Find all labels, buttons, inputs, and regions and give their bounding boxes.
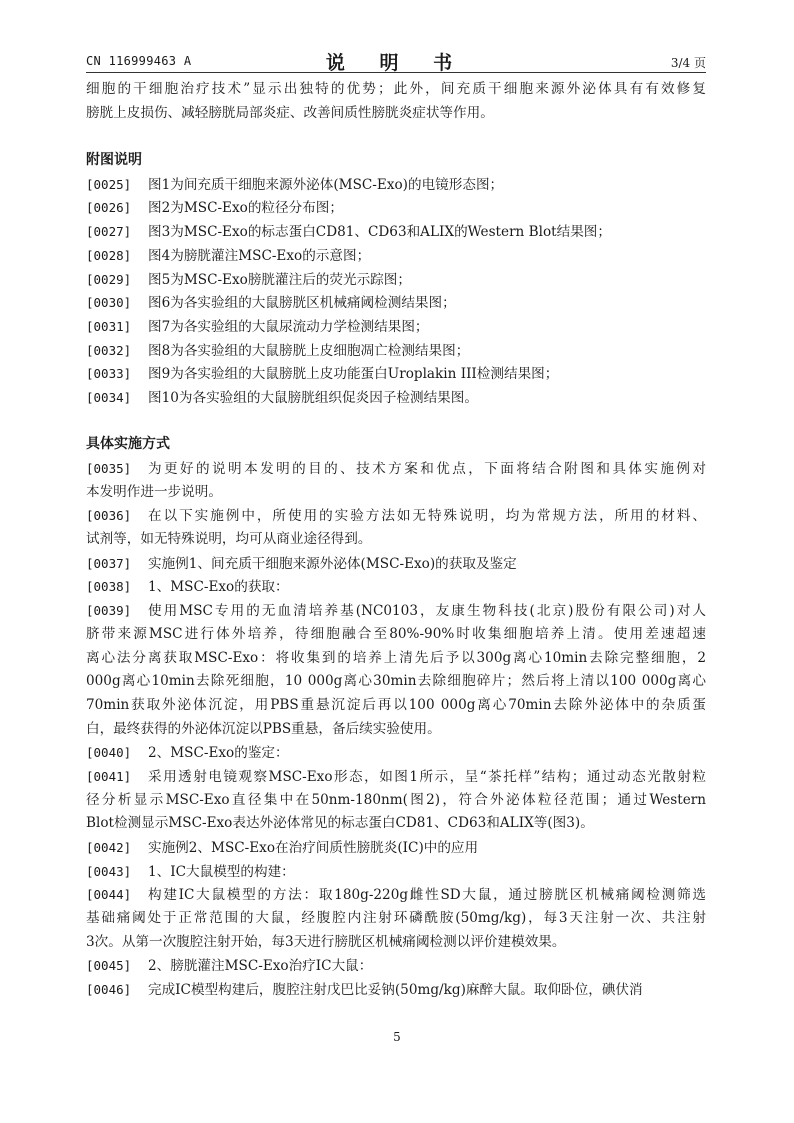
- paragraph-line: [86, 599, 706, 623]
- paragraph-number: [0039]: [86, 603, 132, 619]
- paragraph-line: [86, 836, 706, 860]
- paragraph: [86, 883, 706, 954]
- paragraph: [86, 860, 706, 884]
- paragraph-line: [86, 860, 706, 884]
- paragraph-text: 实施例2、MSC-Exo在治疗间质性膀胱炎(IC)中的应用: [148, 840, 479, 856]
- paragraph-line: 000g离心10min去除死细胞，10 000g离心30min去除细胞碎片；然后将上清以100 000g离心: [86, 673, 706, 690]
- paragraph: [86, 765, 706, 836]
- paragraph-text: 图4为膀胱灌注MSC-Exo的示意图；: [148, 247, 371, 264]
- paragraph-number: [0046]: [86, 982, 132, 998]
- paragraph-line: Blot检测显示MSC-Exo表达外泌体常见的标志蛋白CD81、CD63和ALIX等(图3)。: [86, 815, 594, 832]
- paragraph-line: 脐带来源MSC进行体外培养，待细胞融合至80%-90%时收集细胞培养上清。使用差速超速: [86, 625, 706, 642]
- document-title: 说 明 书: [325, 52, 467, 74]
- document-body: [86, 78, 706, 1002]
- paragraph-text: 2、MSC-Exo的鉴定：: [148, 745, 289, 762]
- paragraph-number: [0036]: [86, 508, 132, 524]
- section-heading-embodiments: 具体实施方式: [86, 436, 170, 453]
- paragraph-text: 实施例1、间充质干细胞来源外泌体(MSC-Exo)的获取及鉴定: [148, 555, 517, 572]
- paragraph-number: [0041]: [86, 768, 132, 784]
- paragraph-text: 使用MSC专用的无血清培养基(NC0103，友康生物科技(北京)股份有限公司)对人: [148, 603, 706, 620]
- paragraph-text: 2、膀胱灌注MSC-Exo治疗IC大鼠：: [148, 958, 373, 975]
- paragraph-number: [0027]: [86, 224, 132, 240]
- paragraph-number: [0045]: [86, 958, 132, 974]
- paragraph-line: [86, 883, 706, 907]
- paragraph-text: 在以下实施例中，所使用的实验方法如无特殊说明，均为常规方法，所用的材料、: [148, 508, 706, 525]
- paragraph-number: [0030]: [86, 295, 132, 311]
- figure-paragraph: [86, 220, 706, 244]
- paragraph-number: [0035]: [86, 461, 132, 476]
- paragraph-line: 70min获取外泌体沉淀，用PBS重悬沉淀后再以100 000g离心70min去除外泌体中的杂质蛋: [86, 696, 706, 713]
- paragraph-line: 白，最终获得的外泌体沉淀以PBS重悬，备后续实验使用。: [86, 720, 441, 737]
- page-number: 5: [393, 1030, 401, 1044]
- paragraph-line: 基础痛阈处于正常范围的大鼠，经腹腔内注射环磷酰胺(50mg/kg)，每3天注射一次、共注射: [86, 910, 706, 927]
- paragraph: [86, 741, 706, 765]
- paragraph-text: 构建IC大鼠模型的方法：取180g-220g雌性SD大鼠，通过膀胱区机械痛阈检测筛选: [148, 887, 706, 904]
- figure-paragraph: [86, 268, 706, 292]
- figure-paragraph: [86, 173, 706, 197]
- paragraph-number: [0040]: [86, 745, 132, 761]
- paragraph-line: [86, 954, 706, 978]
- paragraph-text: 完成IC模型构建后，腹腔注射戊巴比妥钠(50mg/kg)麻醉大鼠。取仰卧位，碘伏消: [148, 982, 643, 999]
- paragraph: [86, 599, 706, 741]
- paragraph-text: 图2为MSC-Exo的粒径分布图；: [148, 200, 343, 217]
- paragraph-line: [86, 978, 706, 1002]
- paragraph: [86, 575, 706, 599]
- paragraph-text: 图9为各实验组的大鼠膀胱上皮功能蛋白Uroplakin III检测结果图；: [148, 366, 559, 383]
- paragraph-number: [0038]: [86, 579, 132, 595]
- paragraph-line: 径分析显示MSC-Exo直径集中在50nm-180nm(图2)，符合外泌体粒径范围；通过Western: [86, 791, 706, 808]
- paragraph-number: [0043]: [86, 863, 132, 879]
- paragraph-text: 图1为间充质干细胞来源外泌体(MSC-Exo)的电镜形态图；: [148, 176, 504, 193]
- paragraph-line: 3次。从第一次腹腔注射开始，每3天进行膀胱区机械痛阈检测以评价建模效果。: [86, 933, 566, 950]
- figure-paragraph: [86, 386, 706, 410]
- paragraph-text: 图10为各实验组的大鼠膀胱组织促炎因子检测结果图。: [148, 389, 478, 406]
- paragraph-number: [0033]: [86, 366, 132, 382]
- paragraph: [86, 954, 706, 978]
- intro-line: 膀胱上皮损伤、减轻膀胱局部炎症、改善间质性膀胱炎症状等作用。: [86, 104, 494, 121]
- paragraph-text: 图8为各实验组的大鼠膀胱上皮细胞凋亡检测结果图；: [148, 342, 470, 359]
- paragraph-line: 试剂等，如无特殊说明，均可从商业途径得到。: [86, 531, 372, 548]
- paragraph-number: [0032]: [86, 342, 132, 358]
- page-indicator: 3/4 页: [670, 56, 706, 70]
- paragraph-line: [86, 552, 706, 576]
- paragraph: [86, 552, 706, 576]
- paragraph-number: [0028]: [86, 247, 132, 263]
- paragraph-text: 1、MSC-Exo的获取：: [148, 579, 289, 596]
- paragraph-text: 图5为MSC-Exo膀胱灌注后的荧光示踪图；: [148, 271, 411, 288]
- figure-paragraph: [86, 315, 706, 339]
- figure-paragraph: [86, 291, 706, 315]
- paragraph-line: [86, 765, 706, 789]
- paragraph-line: [86, 504, 706, 528]
- paragraph-number: [0029]: [86, 271, 132, 287]
- paragraph-line: [86, 457, 706, 481]
- paragraph-number: [0037]: [86, 555, 132, 571]
- paragraph-text: 图3为MSC-Exo的标志蛋白CD81、CD63和ALIX的Western Blot结果图；: [148, 224, 611, 241]
- paragraph-number: [0034]: [86, 389, 132, 405]
- spacer: [86, 410, 706, 434]
- figure-paragraph: [86, 196, 706, 220]
- page-header: [86, 48, 706, 74]
- paragraph-line: 本发明作进一步说明。: [86, 483, 222, 500]
- paragraph-line: 离心法分离获取MSC-Exo：将收集到的培养上清先后予以300g离心10min去除完整细胞，2: [86, 649, 706, 666]
- paragraph-number: [0044]: [86, 887, 132, 903]
- paragraph-line: [86, 575, 706, 599]
- paragraph-text: 1、IC大鼠模型的构建：: [148, 863, 295, 880]
- paragraph: [86, 457, 706, 504]
- paragraph-text: 采用透射电镜观察MSC-Exo形态，如图1所示，呈“茶托样”结构；通过动态光散射粒: [148, 768, 706, 785]
- figure-paragraph: [86, 339, 706, 363]
- paragraph: [86, 836, 706, 860]
- figure-paragraph: [86, 244, 706, 268]
- paragraph-number: [0042]: [86, 840, 132, 855]
- header-rule: [86, 72, 706, 73]
- intro-line: 细胞的干细胞治疗技术”显示出独特的优势；此外，间充质干细胞来源外泌体具有有效修复: [86, 81, 706, 97]
- paragraph-text: 为更好的说明本发明的目的、技术方案和优点，下面将结合附图和具体实施例对: [148, 461, 706, 477]
- paragraph-number: [0031]: [86, 318, 132, 334]
- publication-number: CN 116999463 A: [86, 54, 192, 68]
- spacer: [86, 125, 706, 149]
- paragraph-number: [0026]: [86, 200, 132, 216]
- paragraph: [86, 504, 706, 551]
- paragraph-text: 图7为各实验组的大鼠尿流动力学检测结果图；: [148, 318, 429, 335]
- paragraph: [86, 978, 706, 1002]
- paragraph-text: 图6为各实验组的大鼠膀胱区机械痛阈检测结果图；: [148, 295, 456, 312]
- paragraph-number: [0025]: [86, 176, 132, 192]
- paragraph-line: [86, 741, 706, 765]
- section-heading-figures: 附图说明: [86, 152, 142, 169]
- figure-paragraph: [86, 362, 706, 386]
